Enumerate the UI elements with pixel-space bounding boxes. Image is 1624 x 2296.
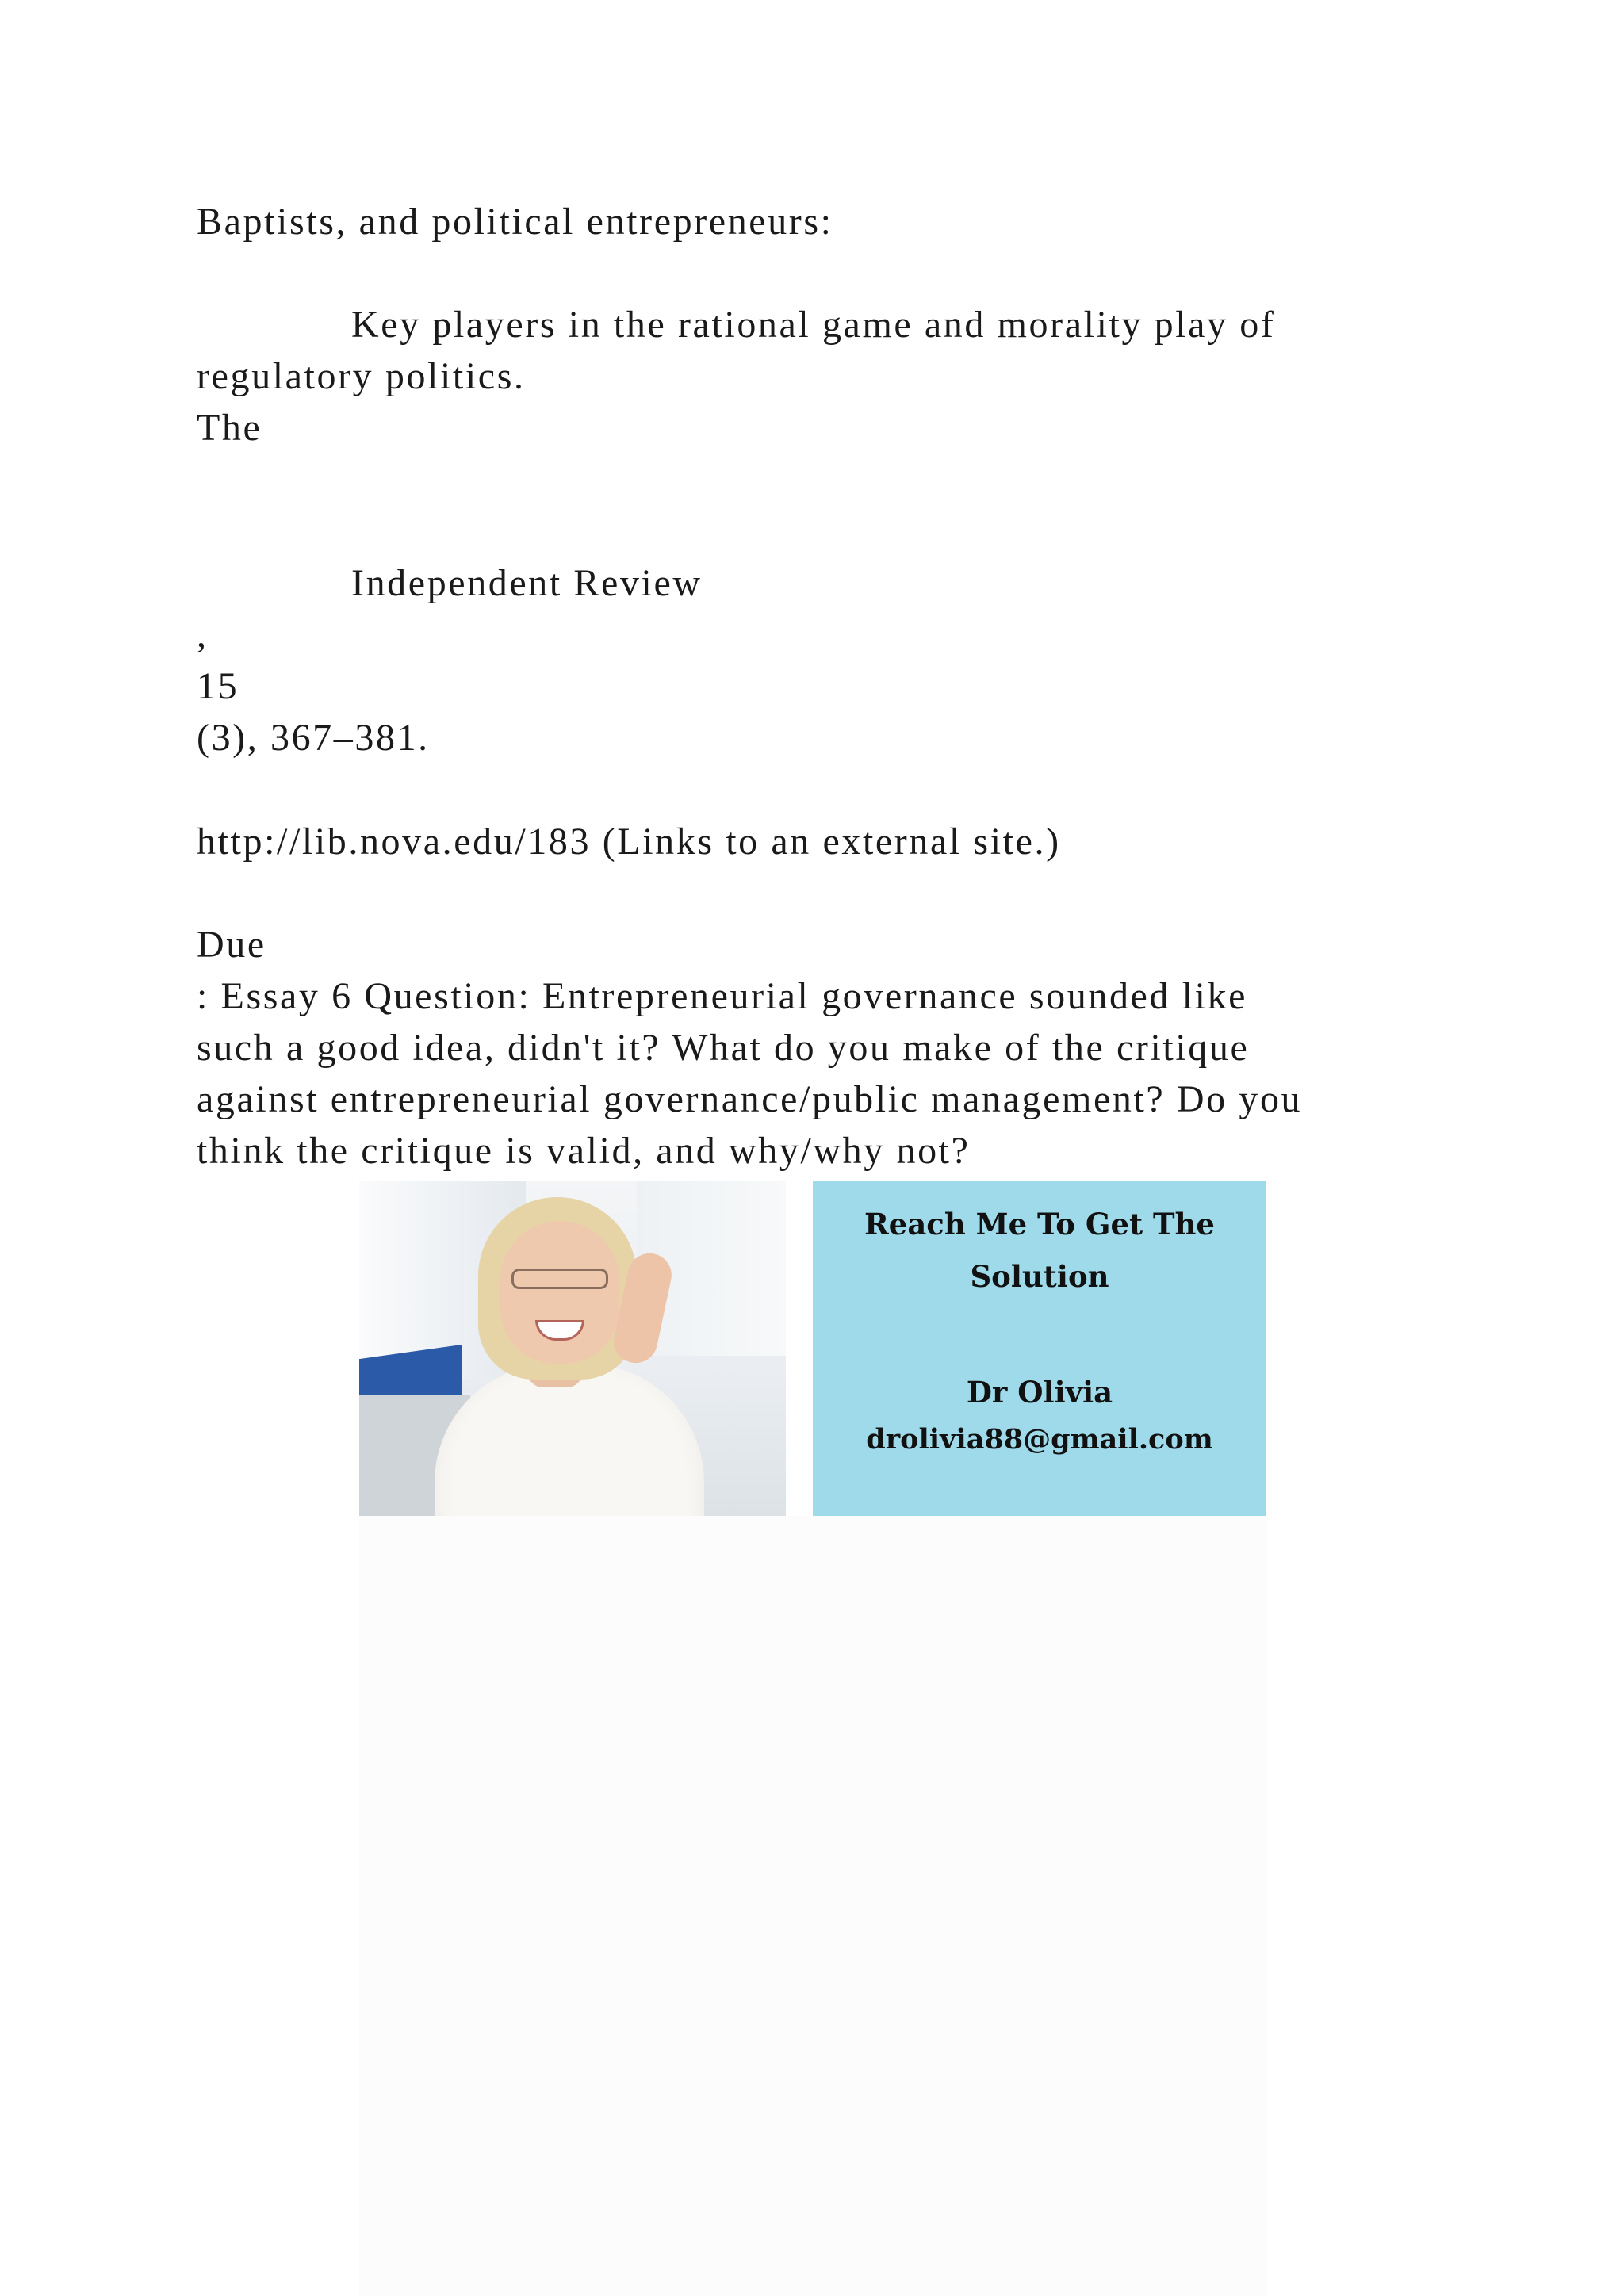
volume-number: 15 — [197, 665, 239, 707]
text-line: , — [197, 614, 209, 656]
journal-title: Independent Review — [351, 562, 703, 604]
essay-question-line: such a good idea, didn't it? What do you make of the critique — [197, 1027, 1250, 1069]
contact-email: drolivia88@gmail.com — [866, 1423, 1213, 1456]
faint-image-area — [359, 1516, 1266, 2296]
text-line: Key players in the rational game and morality play of — [351, 304, 1276, 346]
text-line: Baptists, and political entrepreneurs: — [197, 201, 833, 243]
due-label: Due — [197, 924, 266, 966]
essay-question-line: think the critique is valid, and why/why not? — [197, 1130, 971, 1172]
banner-headline: Reach Me To Get The — [864, 1207, 1215, 1242]
promo-banner — [359, 1181, 1266, 1516]
contact-panel — [813, 1181, 1266, 1516]
woman-photo — [359, 1181, 786, 1516]
text-line: The — [197, 407, 262, 449]
essay-question-line: against entrepreneurial governance/public management? Do you — [197, 1078, 1303, 1120]
text-line: regulatory politics. — [197, 355, 526, 397]
issue-pages: (3), 367–381. — [197, 717, 430, 759]
essay-question-line: : Essay 6 Question: Entrepreneurial governance sounded like — [197, 975, 1248, 1017]
banner-headline-2: Solution — [970, 1259, 1109, 1294]
contact-name: Dr Olivia — [966, 1375, 1113, 1410]
external-link[interactable]: http://lib.nova.edu/183 (Links to an external site.) — [197, 821, 1061, 863]
